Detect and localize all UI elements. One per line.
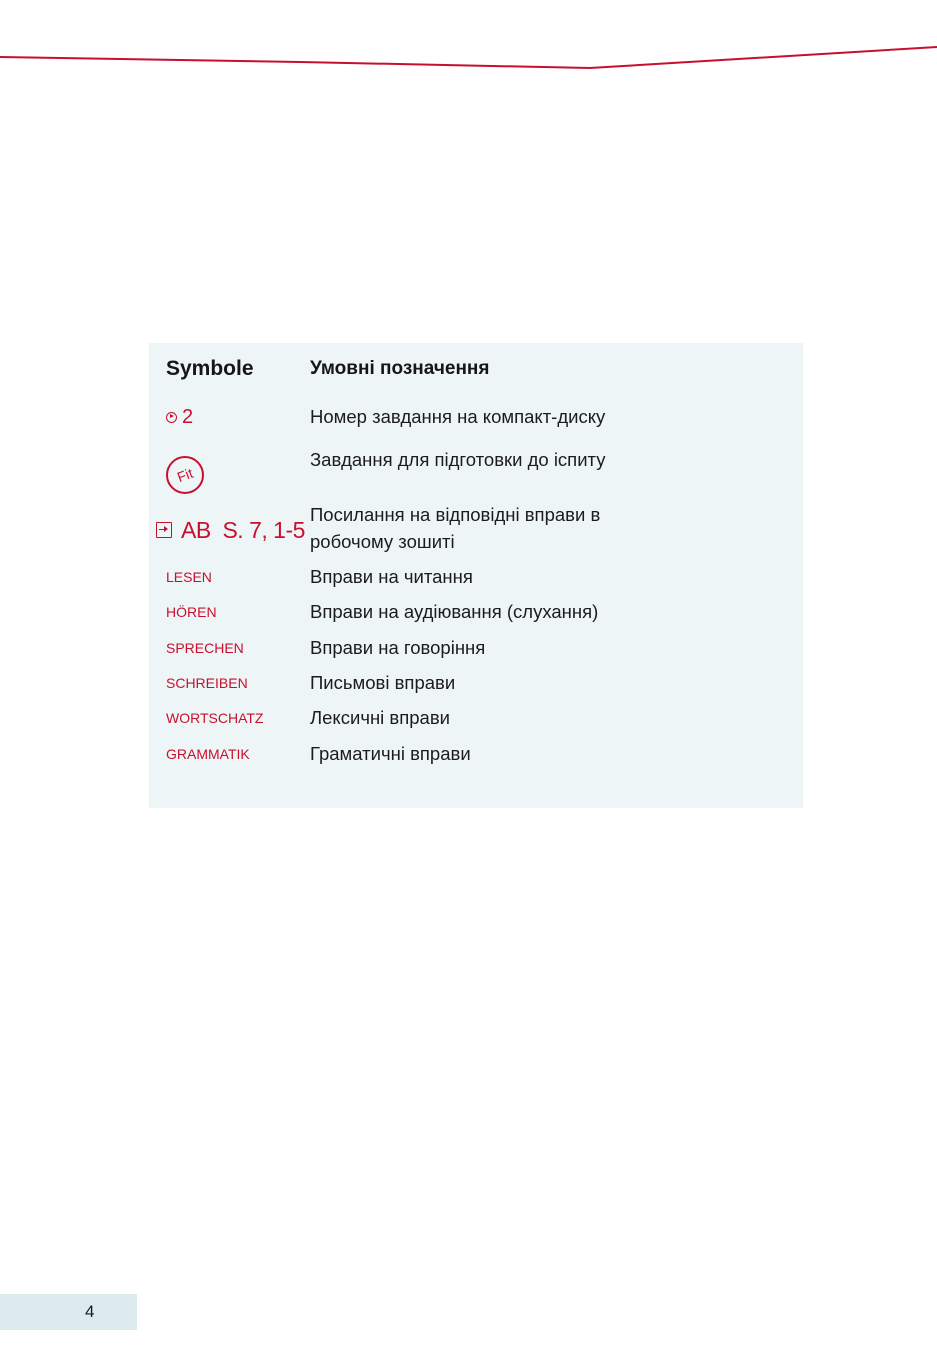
skill-label-schreiben: SCHREIBEN [166, 675, 248, 691]
skill-label-wortschatz: WORTSCHATZ [166, 710, 264, 726]
skill-description-lesen: Вправи на читання [310, 566, 473, 587]
skill-label-grammatik: GRAMMATIK [166, 746, 250, 762]
skill-description-hoeren: Вправи на аудіювання (слухання) [310, 601, 599, 622]
skill-description-sprechen: Вправи на говоріння [310, 637, 486, 658]
legend-header-meanings: Умовні позначення [310, 358, 490, 379]
page-number: 4 [85, 1302, 95, 1321]
legend-header-symbols: Symbole [166, 357, 254, 380]
workbook-description-line1: Посилання на відповідні вправи в [310, 504, 601, 525]
fit-badge-text: Fit [174, 464, 196, 486]
arrow-box-icon [156, 522, 172, 538]
skill-label-hoeren: HÖREN [166, 604, 217, 620]
audio-play-icon [166, 412, 177, 423]
page-number-tab [0, 1294, 137, 1330]
workbook-description-line2: робочому зошиті [310, 531, 455, 552]
skill-label-sprechen: SPRECHEN [166, 640, 244, 656]
audio-track-number: 2 [182, 406, 194, 428]
audio-description: Номер завдання на компакт-диску [310, 406, 606, 427]
audio-track-symbol [166, 404, 193, 430]
workbook-reference-text: AB S. 7, 1-5 [181, 517, 305, 543]
skill-description-wortschatz: Лексичні вправи [310, 707, 451, 728]
fit-description: Завдання для підготовки до іспиту [310, 449, 606, 470]
fit-exam-badge-icon [165, 455, 205, 495]
skill-description-schreiben: Письмові вправи [310, 672, 456, 693]
skill-description-grammatik: Граматичні вправи [310, 743, 471, 764]
top-decorative-line [0, 0, 937, 80]
symbols-legend-panel [149, 343, 803, 808]
workbook-reference-symbol [156, 515, 305, 545]
skill-label-lesen: LESEN [166, 569, 212, 585]
